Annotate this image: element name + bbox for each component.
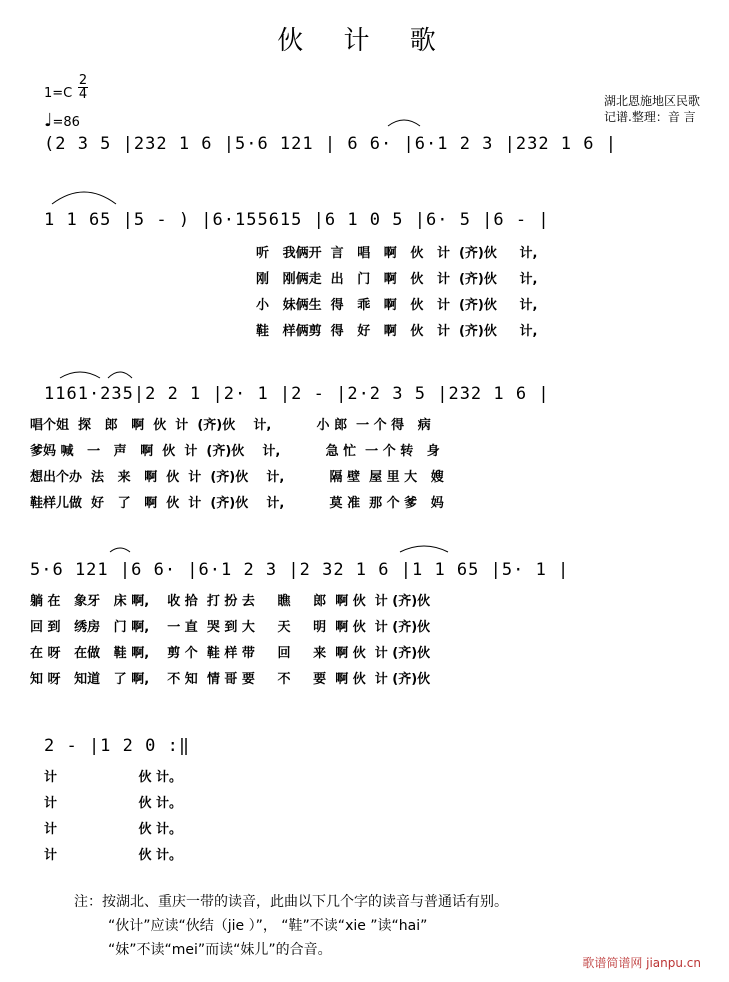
notation-row-2: 1 1 65 |5 - ) |6·155615 |6 1 0 5 |6· 5 |6 - | bbox=[44, 210, 550, 230]
lyric-text: 计 伙 计。 bbox=[44, 770, 182, 785]
lyric-text: 唱个姐 探 郎 啊 伙 计 (齐)伙 计, 小 郎 一 个 得 病 bbox=[30, 418, 431, 433]
lyric-text: 刚 刚俩走 出 门 啊 伙 计 (齐)伙 计, bbox=[256, 272, 538, 287]
notation-row-3: 1161·235|2 2 1 |2· 1 |2 - |2·2 3 5 |232 1 6 | bbox=[44, 384, 550, 404]
lyric-text: 计 伙 计。 bbox=[44, 822, 182, 837]
quarter-note-icon: ♩ bbox=[44, 110, 53, 131]
lyric-text: 爹妈 喊 一 声 啊 伙 计 (齐)伙 计, 急 忙 一 个 转 身 bbox=[30, 444, 440, 459]
arranger-label: 记谱.整理：音 言 bbox=[604, 110, 696, 124]
meter-bottom: 4 bbox=[78, 87, 88, 102]
lyric-text: 鞋样儿做 好 了 啊 伙 计 (齐)伙 计, 莫 准 那 个 爹 妈 bbox=[30, 496, 444, 511]
key-signature: 1=C bbox=[44, 86, 73, 101]
watermark: 歌谱简谱网 jianpu.cn bbox=[582, 956, 701, 970]
lyric-text: 知 呀 知道 了 啊, 不 知 情 哥 要 不 要 啊 伙 计 (齐)伙 bbox=[30, 672, 431, 687]
lyric-text: 想出个办 法 来 啊 伙 计 (齐)伙 计, 隔 壁 屋 里 大 嫂 bbox=[30, 470, 444, 485]
lyric-text: 听 我俩开 言 唱 啊 伙 计 (齐)伙 计, bbox=[256, 246, 538, 261]
lyric-text: 鞋 样俩剪 得 好 啊 伙 计 (齐)伙 计, bbox=[256, 324, 538, 339]
lyric-text: 计 伙 计。 bbox=[44, 796, 182, 811]
meter-top: 2 bbox=[78, 73, 88, 88]
lyric-text: 在 呀 在做 鞋 啊, 剪 个 鞋 样 带 回 来 啊 伙 计 (齐)伙 bbox=[30, 646, 431, 661]
page-title: 伙 计 歌 bbox=[277, 26, 452, 56]
notation-row-5: 2 - |1 2 0 :‖ bbox=[44, 736, 191, 756]
footnote-line-3: “妹”不读“mei”而读“妹儿”的合音。 bbox=[108, 942, 332, 958]
lyric-text: 小 妹俩生 得 乖 啊 伙 计 (齐)伙 计, bbox=[256, 298, 538, 313]
source-label: 湖北恩施地区民歌 bbox=[604, 94, 701, 108]
lyric-text: 回 到 绣房 门 啊, 一 直 哭 到 大 天 明 啊 伙 计 (齐)伙 bbox=[30, 620, 431, 635]
footnote bbox=[74, 890, 508, 962]
notation-row-4: 5·6 121 |6 6· |6·1 2 3 |2 32 1 6 |1 1 65 |5· 1 | bbox=[30, 560, 570, 580]
notation-row-1: (2 3 5 |232 1 6 |5·6 121 | 6 6· |6·1 2 3 |232 1 6 | bbox=[44, 134, 617, 154]
tempo-value: =86 bbox=[52, 115, 80, 130]
lyric-text: 计 伙 计。 bbox=[44, 848, 182, 863]
footnote-line-1: 注：按湖北、重庆一带的读音，此曲以下几个字的读音与普通话有别。 bbox=[74, 894, 508, 910]
footnote-line-2: “伙计”应读“伙结（jie ）”， “鞋”不读“xie ”读“hai” bbox=[108, 918, 428, 934]
lyric-text: 躺 在 象牙 床 啊, 收 拾 打 扮 去 瞧 郎 啊 伙 计 (齐)伙 bbox=[30, 594, 431, 609]
